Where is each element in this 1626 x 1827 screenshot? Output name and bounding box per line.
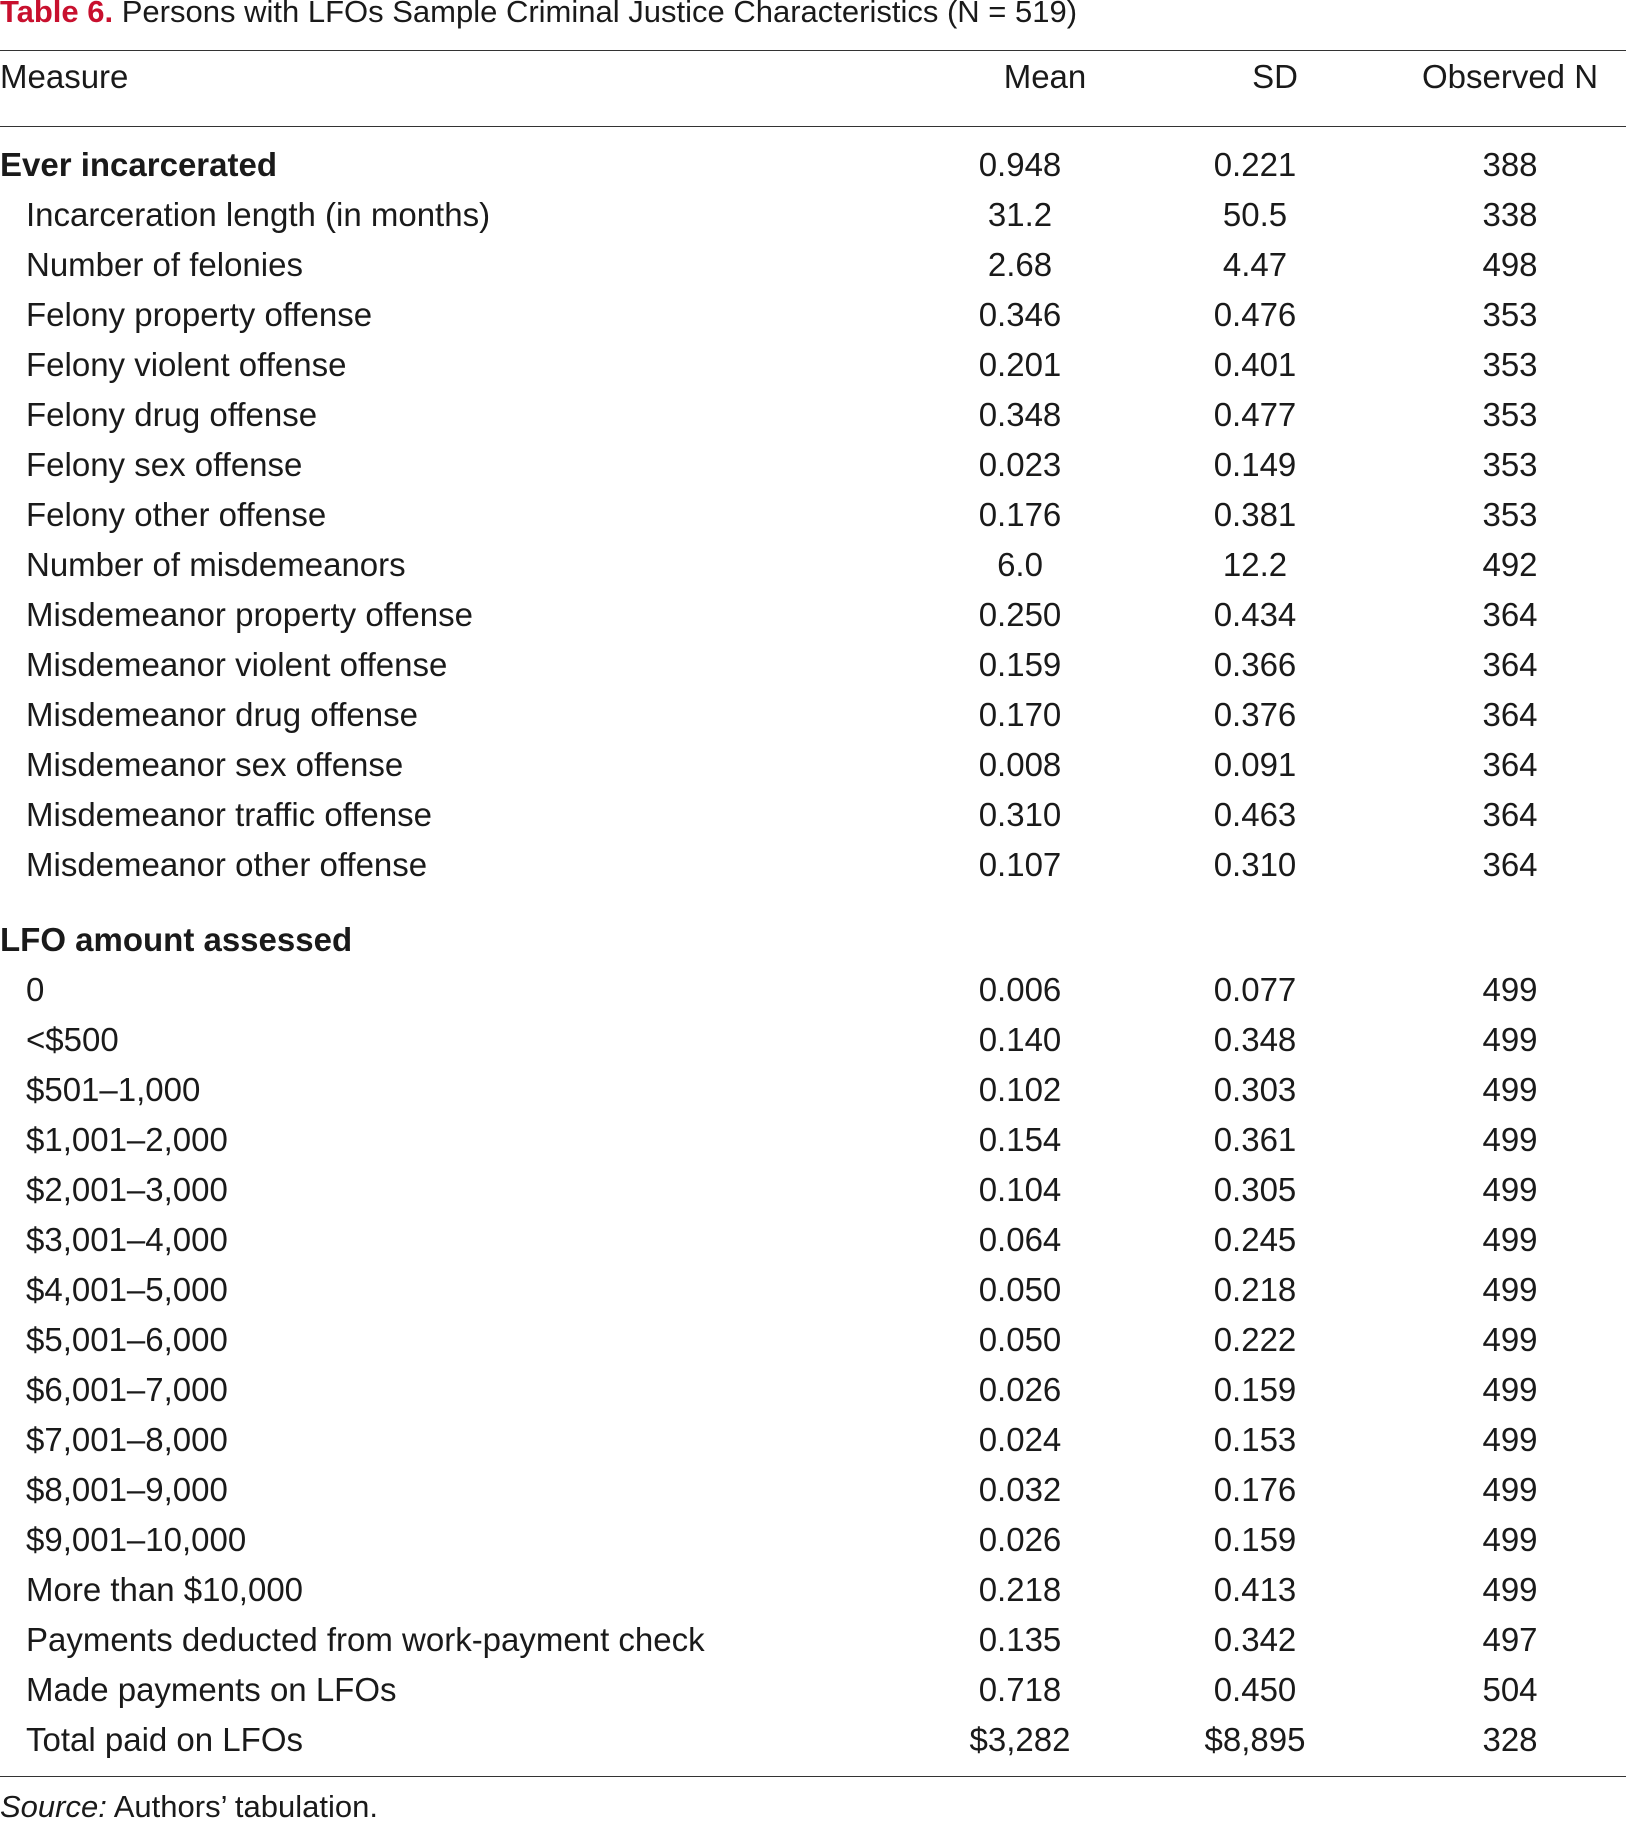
observed-n-cell: 364	[1482, 596, 1538, 633]
table-row	[0, 1615, 1626, 1665]
sd-cell: 0.342	[1213, 1621, 1297, 1658]
observed-n-cell: 504	[1482, 1671, 1538, 1708]
table-row	[0, 1465, 1626, 1515]
observed-n-cell: 364	[1482, 746, 1538, 783]
measure-cell: $6,001–7,000	[26, 1371, 228, 1408]
sd-cell: 0.221	[1213, 146, 1297, 183]
observed-n-cell: 499	[1482, 1271, 1538, 1308]
sd-cell: 0.077	[1213, 971, 1297, 1008]
observed-n-cell: 353	[1482, 446, 1538, 483]
table-row	[0, 440, 1626, 490]
observed-n-cell: 353	[1482, 496, 1538, 533]
observed-n-cell: 388	[1482, 146, 1538, 183]
table-row	[0, 540, 1626, 590]
observed-n-cell: 499	[1482, 1471, 1538, 1508]
sd-cell: 0.310	[1213, 846, 1297, 883]
mean-cell: 0.102	[978, 1071, 1062, 1108]
measure-cell: $8,001–9,000	[26, 1471, 228, 1508]
observed-n-cell: 499	[1482, 1021, 1538, 1058]
table-row	[0, 1065, 1626, 1115]
col-header-sd: SD	[1252, 58, 1298, 95]
sd-cell: 0.450	[1213, 1671, 1297, 1708]
section-row-ever-incarcerated	[0, 140, 1626, 190]
table-row	[0, 840, 1626, 890]
sd-cell: 0.218	[1213, 1271, 1297, 1308]
sd-cell: 0.361	[1213, 1121, 1297, 1158]
measure-cell: Misdemeanor traffic offense	[26, 796, 432, 833]
measure-cell: More than $10,000	[26, 1571, 304, 1608]
sd-cell: 0.159	[1213, 1521, 1297, 1558]
mean-cell: 0.006	[978, 971, 1062, 1008]
observed-n-cell: 499	[1482, 1521, 1538, 1558]
mean-cell: 2.68	[987, 246, 1053, 283]
observed-n-cell: 499	[1482, 1371, 1538, 1408]
observed-n-cell: 499	[1482, 1171, 1538, 1208]
measure-cell: Misdemeanor property offense	[26, 596, 473, 633]
measure-cell: Felony drug offense	[26, 396, 318, 433]
table-row	[0, 1665, 1626, 1715]
observed-n-cell: 353	[1482, 346, 1538, 383]
col-header-mean: Mean	[1003, 58, 1087, 95]
observed-n-cell: 497	[1482, 1621, 1538, 1658]
measure-cell: $501–1,000	[26, 1071, 201, 1108]
table-row	[0, 1715, 1626, 1765]
sd-cell: 0.176	[1213, 1471, 1297, 1508]
observed-n-cell: 498	[1482, 246, 1538, 283]
sd-cell: 0.476	[1213, 296, 1297, 333]
table-row	[0, 1565, 1626, 1615]
observed-n-cell: 364	[1482, 646, 1538, 683]
table-row	[0, 290, 1626, 340]
mean-cell: $3,282	[969, 1721, 1071, 1758]
measure-cell: <$500	[26, 1021, 119, 1058]
mean-cell: 0.170	[978, 696, 1062, 733]
mean-cell: 0.154	[978, 1121, 1062, 1158]
measure-cell: $1,001–2,000	[26, 1121, 228, 1158]
table-caption	[0, 0, 1077, 30]
measure-cell: Felony sex offense	[26, 446, 303, 483]
table-row	[0, 1115, 1626, 1165]
measure-cell: $3,001–4,000	[26, 1221, 228, 1258]
table-row	[0, 790, 1626, 840]
table-number: Table 6.	[0, 0, 114, 29]
sd-cell: 0.149	[1213, 446, 1297, 483]
table-row	[0, 390, 1626, 440]
observed-n-cell: 353	[1482, 396, 1538, 433]
observed-n-cell: 499	[1482, 1421, 1538, 1458]
table-row	[0, 1265, 1626, 1315]
measure-cell: Incarceration length (in months)	[26, 196, 491, 233]
measure-cell: Felony property offense	[26, 296, 373, 333]
measure-cell: $4,001–5,000	[26, 1271, 228, 1308]
mean-cell: 0.032	[978, 1471, 1062, 1508]
sd-cell: 0.222	[1213, 1321, 1297, 1358]
mean-cell: 0.310	[978, 796, 1062, 833]
table-row	[0, 190, 1626, 240]
table-row	[0, 640, 1626, 690]
mean-cell: 0.008	[978, 746, 1062, 783]
mean-cell: 0.024	[978, 1421, 1062, 1458]
sd-cell: 0.401	[1213, 346, 1297, 383]
mean-cell: 0.135	[978, 1621, 1062, 1658]
table-row	[0, 340, 1626, 390]
sd-cell: 0.463	[1213, 796, 1297, 833]
sd-cell: 0.381	[1213, 496, 1297, 533]
measure-cell: Payments deducted from work-payment check	[26, 1621, 705, 1658]
mean-cell: 6.0	[997, 546, 1043, 583]
table-row	[0, 1215, 1626, 1265]
table-row	[0, 740, 1626, 790]
measure-cell: Misdemeanor other offense	[26, 846, 428, 883]
observed-n-cell: 499	[1482, 971, 1538, 1008]
sd-cell: 0.434	[1213, 596, 1297, 633]
mean-cell: 0.064	[978, 1221, 1062, 1258]
sd-cell: 0.366	[1213, 646, 1297, 683]
mean-cell: 0.104	[978, 1171, 1062, 1208]
mean-cell: 0.346	[978, 296, 1062, 333]
mean-cell: 0.348	[978, 396, 1062, 433]
col-header-measure: Measure	[0, 58, 129, 95]
observed-n-cell: 499	[1482, 1571, 1538, 1608]
table-row	[0, 1015, 1626, 1065]
mean-cell: 0.026	[978, 1521, 1062, 1558]
table-row	[0, 1165, 1626, 1215]
mean-cell: 0.218	[978, 1571, 1062, 1608]
sd-cell: 50.5	[1222, 196, 1288, 233]
sd-cell: 0.303	[1213, 1071, 1297, 1108]
mean-cell: 0.201	[978, 346, 1062, 383]
mean-cell: 0.718	[978, 1671, 1062, 1708]
table-row	[0, 1365, 1626, 1415]
mean-cell: 0.050	[978, 1271, 1062, 1308]
sd-cell: 0.413	[1213, 1571, 1297, 1608]
measure-cell: Made payments on LFOs	[26, 1671, 397, 1708]
measure-cell: Felony other offense	[26, 496, 327, 533]
sd-cell: 0.376	[1213, 696, 1297, 733]
observed-n-cell: 338	[1482, 196, 1538, 233]
col-header-observed-n: Observed N	[1421, 58, 1599, 95]
mean-cell: 31.2	[987, 196, 1053, 233]
measure-cell: $7,001–8,000	[26, 1421, 228, 1458]
sd-cell: 0.477	[1213, 396, 1297, 433]
measure-cell: 0	[26, 971, 45, 1008]
observed-n-cell: 328	[1482, 1721, 1538, 1758]
sd-cell: $8,895	[1204, 1721, 1306, 1758]
observed-n-cell: 364	[1482, 846, 1538, 883]
mean-cell: 0.023	[978, 446, 1062, 483]
observed-n-cell: 499	[1482, 1221, 1538, 1258]
table-row	[0, 590, 1626, 640]
measure-cell: $5,001–6,000	[26, 1321, 228, 1358]
mean-cell: 0.250	[978, 596, 1062, 633]
mean-cell: 0.140	[978, 1021, 1062, 1058]
sd-cell: 0.305	[1213, 1171, 1297, 1208]
measure-cell: Misdemeanor drug offense	[26, 696, 418, 733]
sd-cell: 0.091	[1213, 746, 1297, 783]
sd-cell: 0.348	[1213, 1021, 1297, 1058]
measure-cell: Total paid on LFOs	[26, 1721, 303, 1758]
section-row-lfo-amount	[0, 915, 1626, 965]
observed-n-cell: 499	[1482, 1121, 1538, 1158]
table-title: Persons with LFOs Sample Criminal Justice Characteristics (N = 519)	[113, 0, 1078, 29]
mean-cell: 0.948	[978, 146, 1062, 183]
mean-cell: 0.107	[978, 846, 1062, 883]
mean-cell: 0.159	[978, 646, 1062, 683]
sd-cell: 0.245	[1213, 1221, 1297, 1258]
section-label: Ever incarcerated	[0, 146, 278, 183]
mean-cell: 0.026	[978, 1371, 1062, 1408]
source-label: Source:	[0, 1789, 107, 1824]
mean-cell: 0.176	[978, 496, 1062, 533]
table-row	[0, 490, 1626, 540]
observed-n-cell: 353	[1482, 296, 1538, 333]
source-text: Authors’ tabulation.	[106, 1789, 378, 1824]
measure-cell: Misdemeanor violent offense	[26, 646, 448, 683]
measure-cell: Felony violent offense	[26, 346, 347, 383]
header-rule	[0, 126, 1626, 127]
observed-n-cell: 364	[1482, 796, 1538, 833]
mean-cell: 0.050	[978, 1321, 1062, 1358]
observed-n-cell: 492	[1482, 546, 1538, 583]
table-row	[0, 240, 1626, 290]
table-row	[0, 690, 1626, 740]
bottom-rule	[0, 1776, 1626, 1777]
measure-cell: Misdemeanor sex offense	[26, 746, 404, 783]
table-row	[0, 1315, 1626, 1365]
observed-n-cell: 499	[1482, 1071, 1538, 1108]
measure-cell: Number of misdemeanors	[26, 546, 406, 583]
observed-n-cell: 499	[1482, 1321, 1538, 1358]
measure-cell: $2,001–3,000	[26, 1171, 228, 1208]
measure-cell: Number of felonies	[26, 246, 303, 283]
table-row	[0, 1415, 1626, 1465]
sd-cell: 4.47	[1222, 246, 1288, 283]
observed-n-cell: 364	[1482, 696, 1538, 733]
sd-cell: 12.2	[1222, 546, 1288, 583]
measure-cell: $9,001–10,000	[26, 1521, 247, 1558]
table-source-note	[0, 1787, 378, 1827]
sd-cell: 0.153	[1213, 1421, 1297, 1458]
section-label: LFO amount assessed	[0, 921, 353, 958]
top-rule	[0, 50, 1626, 51]
table-row	[0, 965, 1626, 1015]
sd-cell: 0.159	[1213, 1371, 1297, 1408]
table-row	[0, 1515, 1626, 1565]
header-row	[0, 52, 1626, 102]
